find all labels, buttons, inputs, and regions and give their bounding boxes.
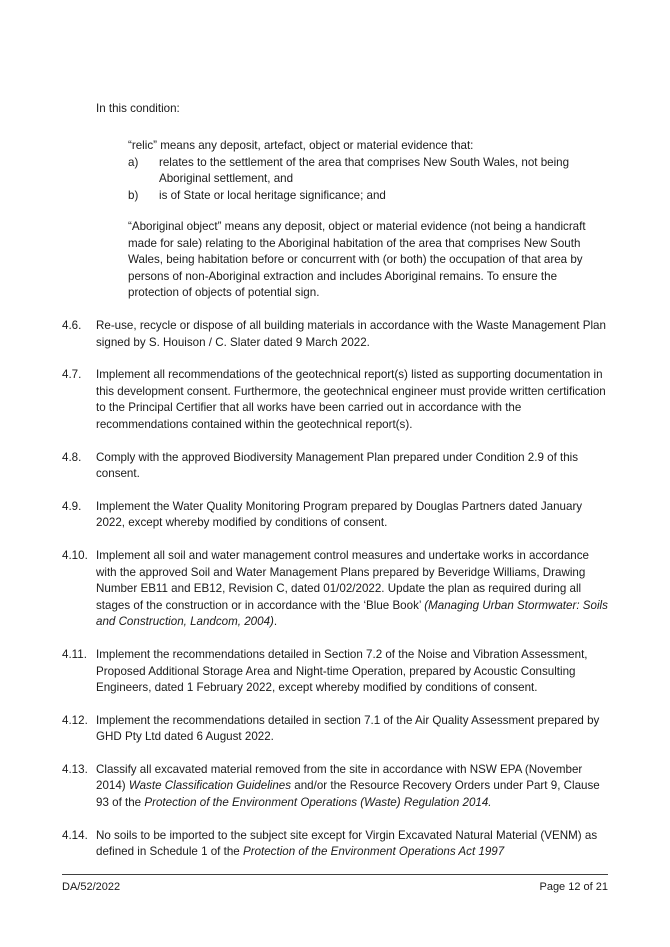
condition-number: 4.11. (62, 647, 87, 661)
relic-item-text: is of State or local heritage significance; and (159, 188, 386, 202)
condition-text: Implement the Water Quality Monitoring Program prepared by Douglas Partners dated January 2022, except whereby modified by conditions of consent. (96, 499, 583, 530)
relic-lead: “relic” means any deposit, artefact, object or material evidence that: (128, 139, 474, 152)
condition-item (62, 828, 608, 861)
condition-text: Implement all recommendations of the geotechnical report(s) listed as supporting documentation in this development consent. Furthermore, the geotechnical engineer must provide written certification to the Principal Certifier that all works have been carried out in accordance with the recommendations contained within the geotechnical report(s). (96, 368, 606, 431)
relic-item (128, 155, 608, 188)
condition-item (62, 548, 608, 631)
condition-text: Re-use, recycle or dispose of all building materials in accordance with the Waste Management Plan signed by S. Houison / C. Slater dated 9 March 2022. (96, 319, 606, 349)
condition-item (62, 318, 608, 351)
condition-item (62, 499, 608, 532)
condition-text-mid: and/or the Resource Recovery Orders under Part 9, Clause 93 of the (96, 779, 600, 810)
footer-reference: DA/52/2022 (62, 881, 121, 893)
condition-italic-text-2: Protection of the Environment Operations (Waste) Regulation 2014. (144, 796, 492, 810)
condition-text: Implement the recommendations detailed in section 7.1 of the Air Quality Assessment prepared by GHD Pty Ltd dated 6 August 2022. (96, 713, 600, 744)
condition-text: Comply with the approved Biodiversity Management Plan prepared under Condition 2.9 of this consent. (96, 450, 579, 481)
footer-page-number: Page 12 of 21 (539, 881, 608, 893)
condition-item (62, 647, 608, 697)
footer-divider (62, 874, 608, 875)
relic-item-label: b) (128, 188, 139, 202)
relic-item-text: relates to the settlement of the area that comprises New South Wales, not being Aboriginal settlement, and (159, 155, 570, 186)
condition-text-end: . (273, 615, 278, 629)
condition-item (62, 367, 608, 433)
condition-number: 4.13. (62, 762, 88, 776)
condition-number: 4.12. (62, 713, 88, 727)
condition-number: 4.8. (62, 450, 82, 464)
relic-definition (128, 138, 608, 204)
relic-item-label: a) (128, 155, 139, 169)
condition-text: Implement the recommendations detailed in Section 7.2 of the Noise and Vibration Assessment, Proposed Additional Storage Area and Night-time Operation, prepared by Acoustic Consulting Engineers, dated 1 February 2022, except whereby modified by conditions of consent. (96, 647, 588, 695)
condition-number: 4.7. (62, 368, 82, 382)
condition-italic-text: (Managing Urban Stormwater: Soils and Construction, Landcom, 2004) (96, 598, 608, 629)
condition-text: Implement all soil and water management control measures and undertake works in accordance with the approved Soil and Water Management Plans prepared by Beveridge Williams, Drawing Number EB11 and EB12, Revision C, dated 01/02/2022. Update the plan as required during all stages of the construction or in accordance with the ‘Blue Book’ (96, 548, 589, 612)
condition-number: 4.6. (62, 319, 82, 332)
intro-text: In this condition: (96, 102, 180, 115)
conditions-list (62, 318, 608, 877)
condition-text: Classify all excavated material removed from the site in accordance with NSW EPA (November 2014) (96, 762, 583, 793)
condition-text: No soils to be imported to the subject site except for Virgin Excavated Natural Material (VENM) as defined in Schedule 1 of the (96, 828, 598, 859)
condition-italic-text: Waste Classification Guidelines (128, 779, 292, 793)
aboriginal-object-definition: “Aboriginal object” means any deposit, object or material evidence (not being a handicraft made for sale) relating to the Aboriginal habitation of the area that comprises New South Wales, being habitation before or concurrent with (or both) the occupation of that area by persons of non-Aboriginal extraction and includes Aboriginal remains. To ensure the protection of objects of potential sign. (128, 220, 586, 300)
condition-number: 4.9. (62, 499, 82, 513)
condition-italic-text: Protection of the Environment Operations Act 1997 (242, 845, 505, 859)
condition-number: 4.14. (62, 828, 88, 842)
condition-item (62, 762, 608, 812)
relic-item (128, 188, 608, 205)
condition-item (62, 450, 608, 483)
condition-item (62, 713, 608, 746)
condition-number: 4.10. (62, 548, 88, 562)
